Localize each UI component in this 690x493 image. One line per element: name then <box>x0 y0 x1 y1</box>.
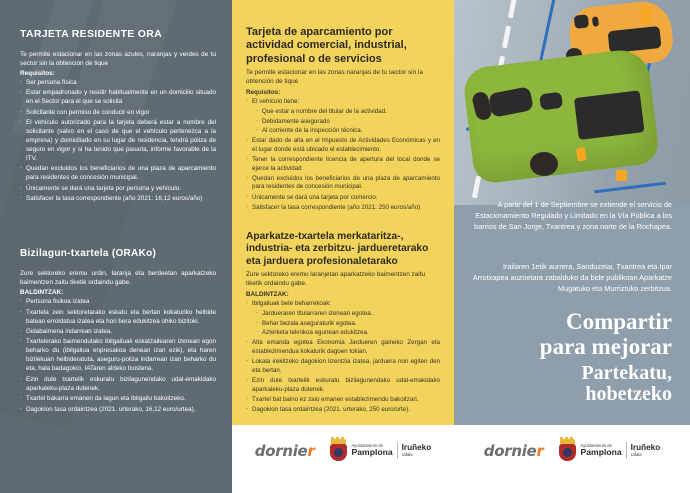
car-window <box>608 26 662 53</box>
requirements-label-eu: BALDINTZAK: <box>20 289 64 297</box>
coat-of-arms-icon <box>558 439 577 462</box>
intro-text-es: Te permite estacionar en las zonas azules, naranjas y verdes de tu sector sin la obtención de tique <box>20 50 216 67</box>
divider <box>397 442 398 459</box>
list-item: · Txartela zein sektoretarako eskatu eta bertan kokaturiko helbide batean erroldatua izatea eta hori bera edukitzea ohiko bizitoki. <box>20 309 216 327</box>
intro-text-es: Te permite estacionar en las zonas naranjas de tu sector sin la obtención de tique <box>246 69 423 86</box>
list-item: · Gidabaimena indarrean izatea. <box>20 328 216 337</box>
list-item: · Txartel bat baino ez zaio emanen establezimendu bakoitzari. <box>246 396 440 405</box>
requirements-sublist-eu <box>246 310 440 338</box>
intro-text-eu: Zure sektoreko eremu laranjetan aparkatzeko baimentzen zaitu tiketik ordaindu gabe. <box>246 271 426 288</box>
car-window <box>539 92 563 111</box>
list-item: · Satisfacer la tasa correspondiente (año 2021: 16,12 euros/año) <box>20 195 216 204</box>
ayuntamiento-eu <box>631 444 661 457</box>
ayuntamiento-wordmark <box>581 442 661 459</box>
requirements-label-es: Requisitos: <box>20 69 55 77</box>
pamplona-label: Pamplona <box>351 447 393 458</box>
notice-text-eu: Irailaren 1etik aurrera, Sanduzelai, Txantrea eta Ipar Arrotxapea auzoetara zabalduko da bide publikoan Aparkatze Mugatuko eta Murriztuko zerbitzua. <box>472 262 672 293</box>
slogan-es-line1: Compartir <box>565 309 672 334</box>
list-item: · Ezin dute txartelik eskuratu bizilagunendako udal-emakidako aparkaleku-plaza dutenek. <box>20 376 216 394</box>
car-window <box>488 86 534 118</box>
requirements-label-eu: BALDINTZAK: <box>246 290 289 298</box>
requirements-list-es-rest <box>246 137 440 212</box>
list-item: · Ser persona física <box>20 79 216 88</box>
panel-residente-ora <box>0 0 232 493</box>
list-item: · Dagokion tasa ordaintzea (2021. urterako, 16,12 euro/urtea). <box>20 406 216 415</box>
requirements-label-es: Requisitos: <box>246 88 281 96</box>
slogan-eu-line2: hobetzeko <box>585 383 672 406</box>
list-item: · Que estar a nombre del titular de la actividad. <box>256 108 440 117</box>
left-spanish-block <box>20 28 216 205</box>
page-title-aparkatze-txartela: Aparkatze-txartela merkataritza-, industria- eta zerbitzu- jardueretarako eta jarduera profesionaletarako <box>246 231 429 267</box>
parking-marker <box>616 170 627 181</box>
panel-campaign <box>454 0 690 493</box>
green-car <box>462 47 661 185</box>
pamplona-logo <box>558 439 661 462</box>
slogan-eu-line1: Partekatu, <box>581 361 672 384</box>
list-item: · Estar dado de alta en el Impuesto de Actividades Económicas y en el lugar donde está ubicado el establecimiento. <box>246 137 440 154</box>
intro-text-eu: Zure sektoreko eremu urdin, laranja eta berdeetan aparkatzeko baimentzen zaitu tiketik ordaindu gabe. <box>20 270 216 287</box>
dornier-logo-accent: r <box>307 441 315 460</box>
car-wheel <box>530 152 558 176</box>
footer-mid <box>232 425 454 493</box>
ayuntamiento-eu <box>402 444 432 457</box>
parking-marker <box>640 6 652 24</box>
car-window <box>574 90 645 140</box>
page-title-tarjeta-actividad: Tarjeta de aparcamiento por actividad comercial, industrial, profesional o de servicios <box>246 26 407 65</box>
iruneko-label: Iruñeko <box>401 442 432 452</box>
slogan-es-line2: para mejorar <box>539 333 672 359</box>
logo-row <box>454 439 690 462</box>
footer-right <box>454 425 690 493</box>
udala-label: Udala <box>401 451 413 457</box>
list-item: · Pertsona fisikoa izatea <box>20 298 216 307</box>
list-item: · Quedan excluidos los beneficiarios de una plaza de aparcamiento para residentes de concesión municipal. <box>20 165 216 183</box>
notice-text-es: A partir del 1 de Septiembre se extiende el servicio de Estacionamiento Regulado y Limitado en la Vía Pública a los barrios de San Jorge, Txantrea y zona norte de la Rochapea. <box>474 200 672 231</box>
list-item: · Lokala irekitzeko dagokion lizentzia izatea, jarduera non egiten den eta bertan. <box>246 358 440 375</box>
requirements-sublist-es <box>246 108 440 136</box>
list-item: · Únicamente se dará una tarjeta por persona y vehículo. <box>20 185 216 194</box>
divider <box>626 442 627 459</box>
dornier-logo <box>255 442 315 460</box>
list-item: · Behar bezala aseguraturik egotea. <box>256 320 440 329</box>
ayuntamiento-wordmark <box>352 442 432 459</box>
coat-of-arms-icon <box>329 439 348 462</box>
udala-label: Udala <box>630 451 642 457</box>
list-item: · Satisfacer la tasa correspondiente (año 2021: 250 euros/año) <box>246 204 440 213</box>
list-item: · Quedan excluidos los beneficiarios de una plaza de aparcamiento para residentes de concesión municipal. <box>246 175 440 192</box>
mid-spanish-block <box>246 26 440 214</box>
list-item: · Estar empadronado y residir habitualmente en un domicilio situado en el Sector para el que se solicita <box>20 89 216 107</box>
dornier-logo-text: dornie <box>483 441 537 460</box>
car-indicator <box>576 147 587 161</box>
cars-illustration <box>454 0 690 205</box>
list-item: · Alta emanda egotea Ekonomia Jardueren gaineko Zergan eta establezimendua kokaturik dagoen tokian. <box>246 339 440 356</box>
list-item: · Azterketa teknikoa egunean edukitzea. <box>256 329 440 338</box>
car-window <box>592 16 599 27</box>
notice-basque <box>472 262 672 295</box>
list-item: · Tener la correspondiente licencia de apertura del local donde se ejerce la actividad <box>246 156 440 173</box>
car-window <box>574 14 589 28</box>
logo-row <box>232 439 454 462</box>
ayuntamiento-es <box>352 444 393 457</box>
left-basque-block <box>20 248 216 416</box>
dornier-logo-accent: r <box>536 441 544 460</box>
dornier-logo <box>484 442 544 460</box>
pamplona-label: Pamplona <box>580 447 622 458</box>
list-item: · Ibilgailuak bete beharrekoak: <box>246 300 440 309</box>
iruneko-label: Iruñeko <box>630 442 661 452</box>
notice-spanish <box>472 200 672 233</box>
list-item: · Dagokion tasa ordaintzea (2021. urterako, 250 euro/urte). <box>246 406 440 415</box>
list-item: · El vehículo tiene: <box>246 98 440 107</box>
list-item: · Al corriente de la inspección técnica. <box>256 127 440 136</box>
list-item: · Solicitante con permiso de conducir en vigor <box>20 109 216 118</box>
requirements-list-eu <box>20 298 216 414</box>
page-title-bizilagun-txartela: Bizilagun-txartela (ORAKo) <box>20 248 157 259</box>
list-item: · Debidamente asegurado <box>256 118 440 127</box>
panel-actividad-comercial <box>232 0 454 493</box>
ayuntamiento-label: Ayuntamiento de <box>580 442 612 448</box>
page-title-residente-ora: TARJETA RESIDENTE ORA <box>20 28 163 40</box>
shield-icon <box>559 444 576 461</box>
requirements-list-es <box>20 79 216 204</box>
list-item: · Jardueraren titularraren izenean egotea.. <box>256 310 440 319</box>
ayuntamiento-label: Ayuntamiento de <box>351 442 383 448</box>
list-item: · Txartel bakarra emanen da lagun eta ibilgailu bakoitzeko. <box>20 395 216 404</box>
slogan-block <box>472 310 672 406</box>
requirements-list-eu <box>246 300 440 309</box>
list-item: · Txartelerako baimendutako ibilgailuak eskatzailearen izenean egon beharko du (ibilgailua enpresakoa denean izan ezik), eta haren bizilekuan helbideratuta, aseguru-poliza indarrean izan beharko du eta, hala badagokio, IATaren aldeko txostena. <box>20 338 216 374</box>
ayuntamiento-es <box>581 444 622 457</box>
list-item: · El vehículo autorizado para la tarjeta deberá estar a nombre del solicitante (salvo en el caso de que el vehículo pertenezca a la empresa) y domiciliado en su lugar de residencia, tendrá póliza de seguro en vigor y si ha tenido que pasarla, informe favorable de la ITV. <box>20 119 216 164</box>
list-item: · Únicamente se dará una tarjeta por comercio. <box>246 194 440 203</box>
pamplona-logo <box>329 439 432 462</box>
list-item: · Ezin dute txartelik eskuratu bizilagunendako udal-emakidako aparkaleku-plaza dutenek. <box>246 377 440 394</box>
mid-basque-block <box>246 231 440 416</box>
dornier-logo-text: dornie <box>254 441 308 460</box>
shield-icon <box>330 444 347 461</box>
requirements-list-eu-rest <box>246 339 440 414</box>
requirements-list-es <box>246 98 440 107</box>
